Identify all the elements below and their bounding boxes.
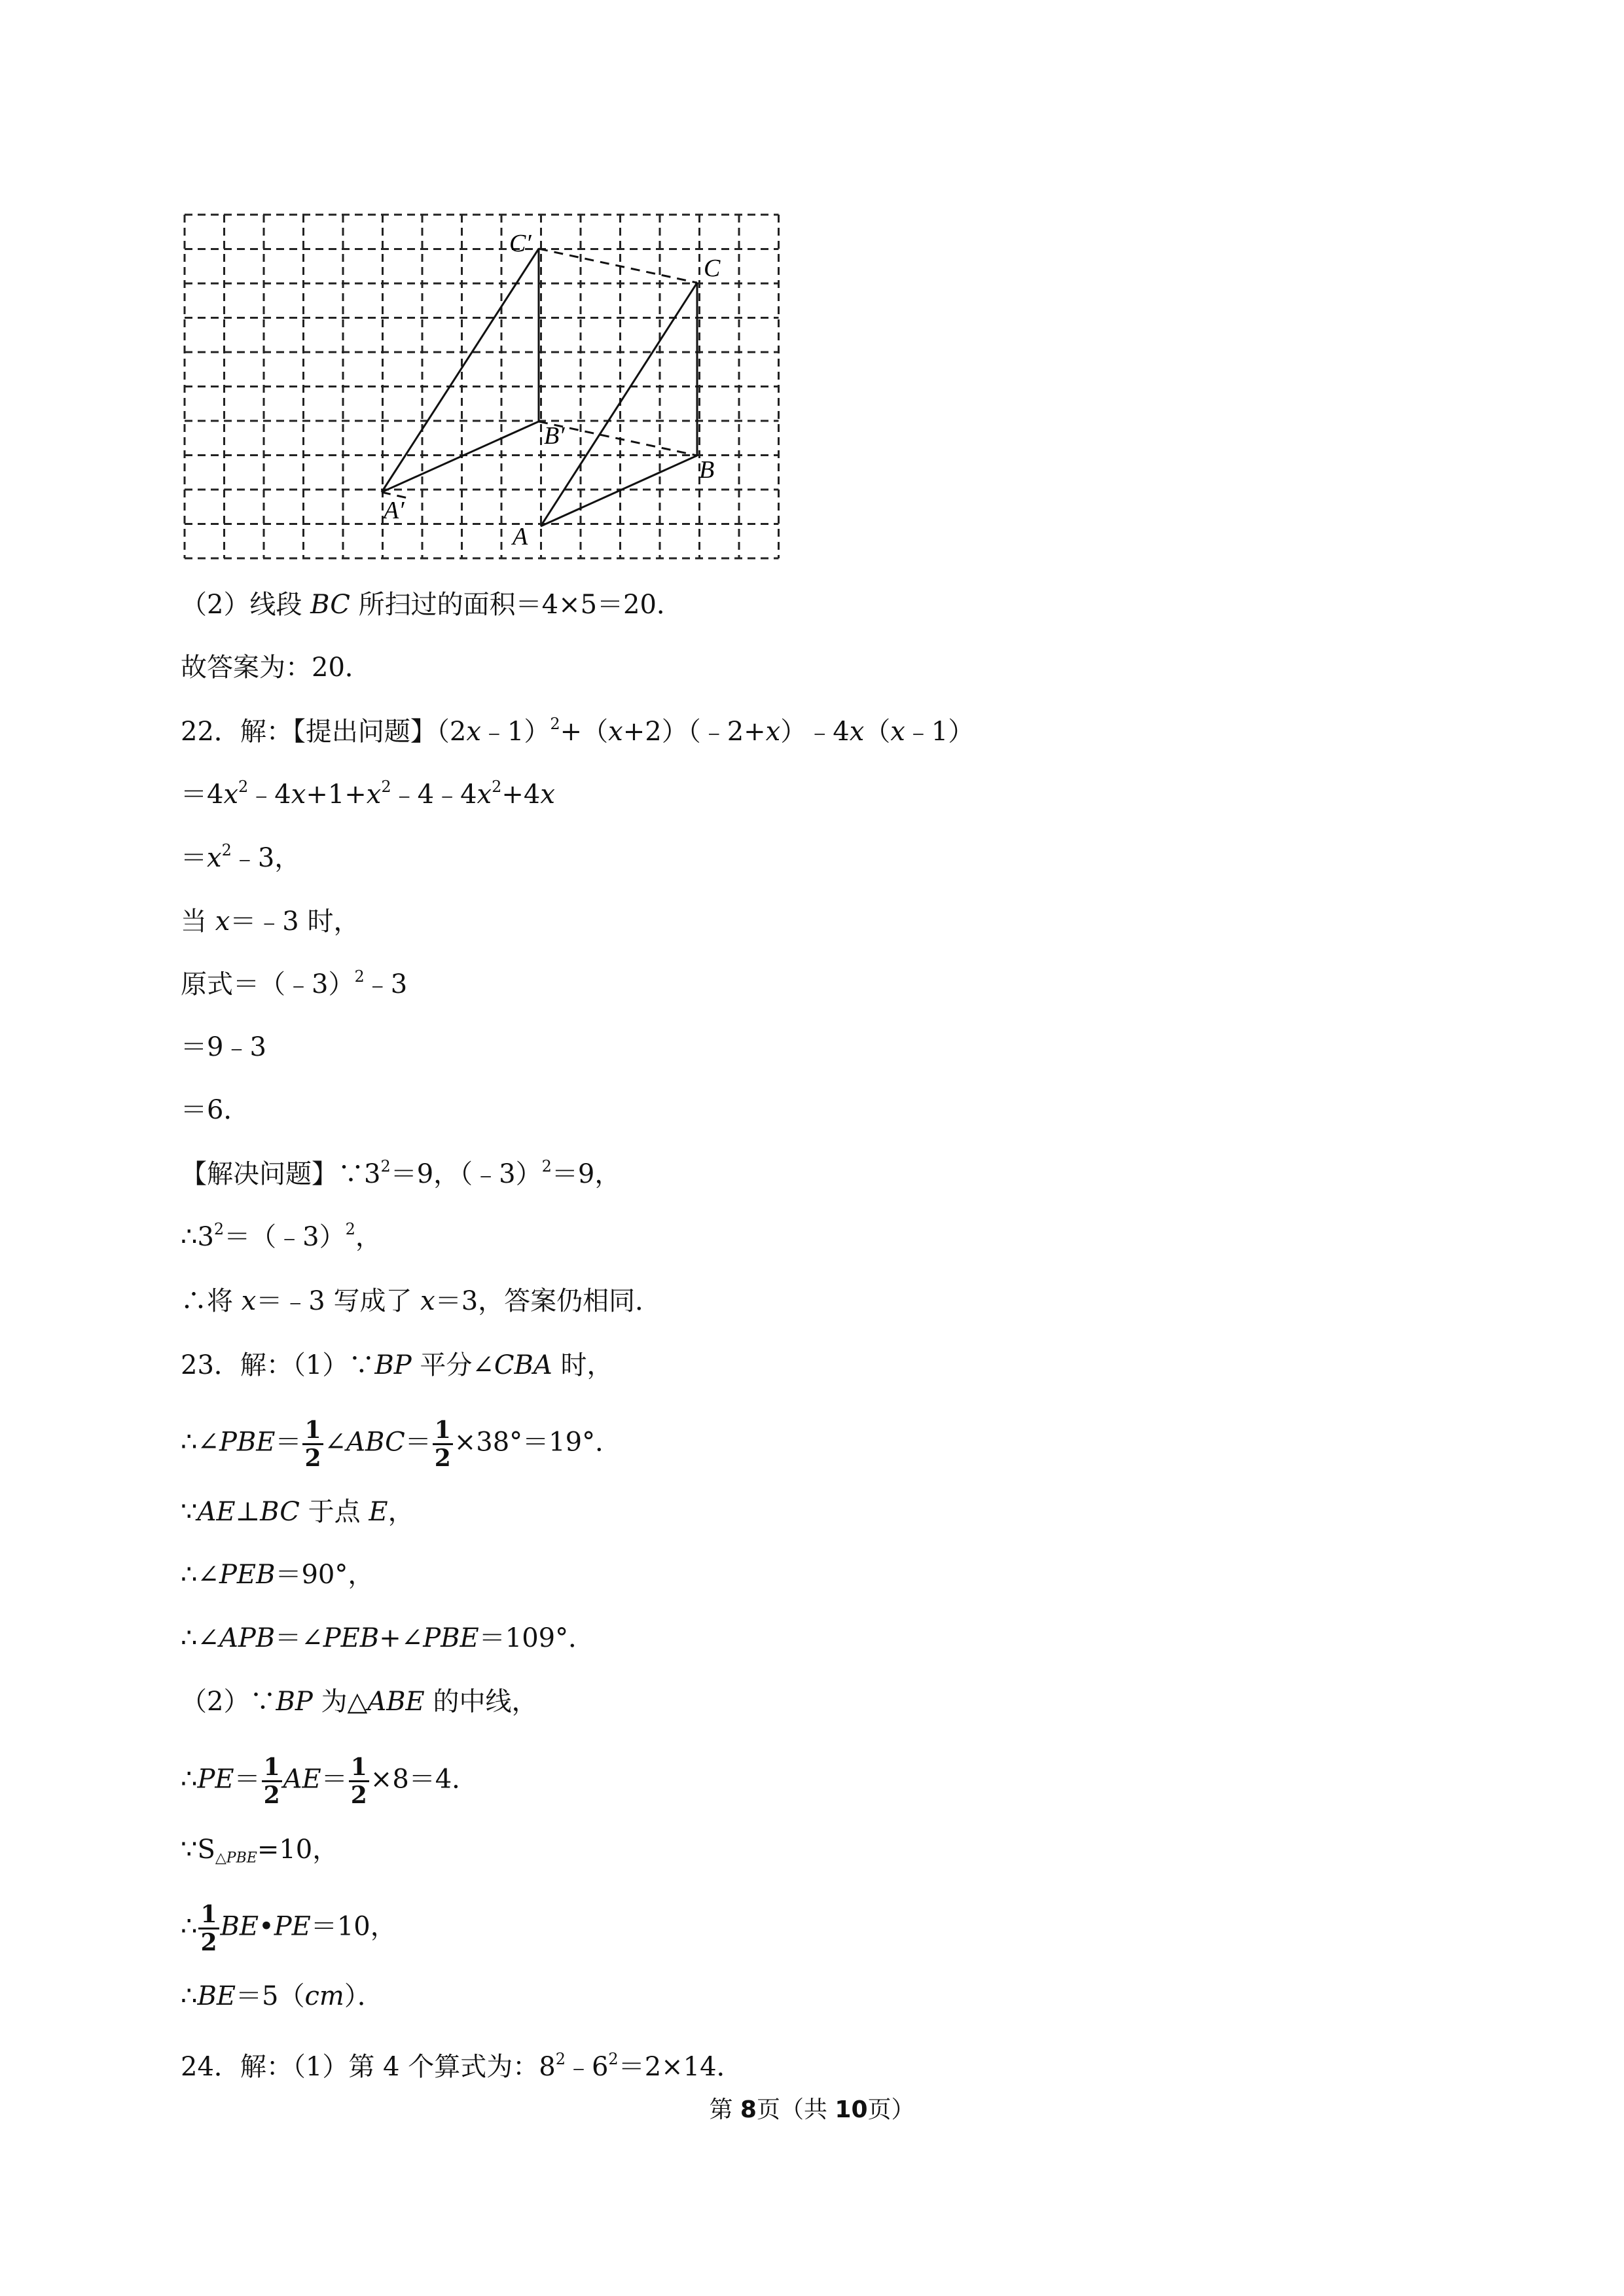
grid-figure	[182, 212, 784, 565]
text-line: ∴将 x＝﹣3 写成了 x＝3，答案仍相同．	[181, 1286, 662, 1316]
text-line: ∵AE⊥BC 于点 E，	[181, 1497, 414, 1527]
fraction: $\frac{1}{2}$	[262, 1754, 282, 1808]
fraction: $\frac{1}{2}$	[349, 1754, 369, 1808]
label-b: B	[699, 456, 715, 484]
text-line: $\therefore 3^2=(﹣3)^2$，	[181, 1220, 382, 1252]
text-line: ∴∠PBE＝ $\frac{1}{2}$ ∠ABC＝ $\frac{1}{2}$ ×38°＝19°．	[181, 1416, 622, 1472]
text-line: ∴∠PEB＝90°，	[181, 1560, 374, 1590]
fraction: $\frac{1}{2}$	[433, 1417, 453, 1471]
text-line: ∴PE＝ $\frac{1}{2}$ AE＝ $\frac{1}{2}$ ×8＝4．	[181, 1753, 478, 1809]
text-line: 原式＝（﹣3）$^2$﹣3	[181, 967, 408, 999]
question-24-heading: 24．解：（1）第 4 个算式为：$8^2﹣6^2=2\times 14$．	[181, 2050, 743, 2082]
text-line: ∴BE＝5（cm）．	[181, 1981, 384, 2011]
fraction: $\frac{1}{2}$	[302, 1417, 323, 1471]
text-line: （2）∵BP 为△ABE 的中线，	[181, 1687, 538, 1717]
question-23-heading: 23．解：（1）∵BP 平分∠CBA 时，	[181, 1350, 613, 1380]
dashed-grid	[185, 215, 779, 558]
text-line: 【解决问题】$\because 3^2=9$，（﹣3）$^2$＝9，	[181, 1157, 621, 1189]
text-line: ＝9﹣3	[181, 1032, 266, 1062]
label-a-prime: A′	[384, 497, 405, 524]
page-number: 8	[740, 2096, 757, 2123]
fraction: $\frac{1}{2}$	[198, 1901, 219, 1956]
text-line: 故答案为：20．	[181, 653, 371, 683]
text-line: ∴∠APB＝∠PEB+∠PBE＝109°．	[181, 1623, 595, 1653]
text-line: $=4x^2﹣4x+1+x^2﹣4﹣4x^2+4x$	[181, 778, 555, 810]
text-line: （2）线段 BC 所扫过的面积＝4×5＝20．	[181, 590, 683, 620]
label-c-prime: C′	[509, 230, 532, 257]
page-footer: 第 8页（共 10页）	[709, 2096, 915, 2123]
text-line: $\because S_{\triangle PBE}=10$，	[181, 1835, 339, 1867]
text-line: ＝6．	[181, 1095, 250, 1125]
dash-c-c-prime	[539, 249, 697, 283]
page-total: 10	[835, 2096, 868, 2123]
label-b-prime: B′	[544, 422, 565, 450]
label-c: C	[704, 255, 721, 282]
question-22-heading: 22．解：【提出问题】（2x﹣1）$^2$+（x+2）（﹣2+x）﹣4x（x﹣1）	[181, 715, 975, 747]
text-line: ∴ $\frac{1}{2}$ BE•PE＝10，	[181, 1901, 397, 1956]
text-line: 当 x＝﹣3 时，	[181, 906, 360, 937]
text-line: $=x^2﹣3$，	[181, 841, 301, 873]
label-a: A	[513, 523, 528, 550]
